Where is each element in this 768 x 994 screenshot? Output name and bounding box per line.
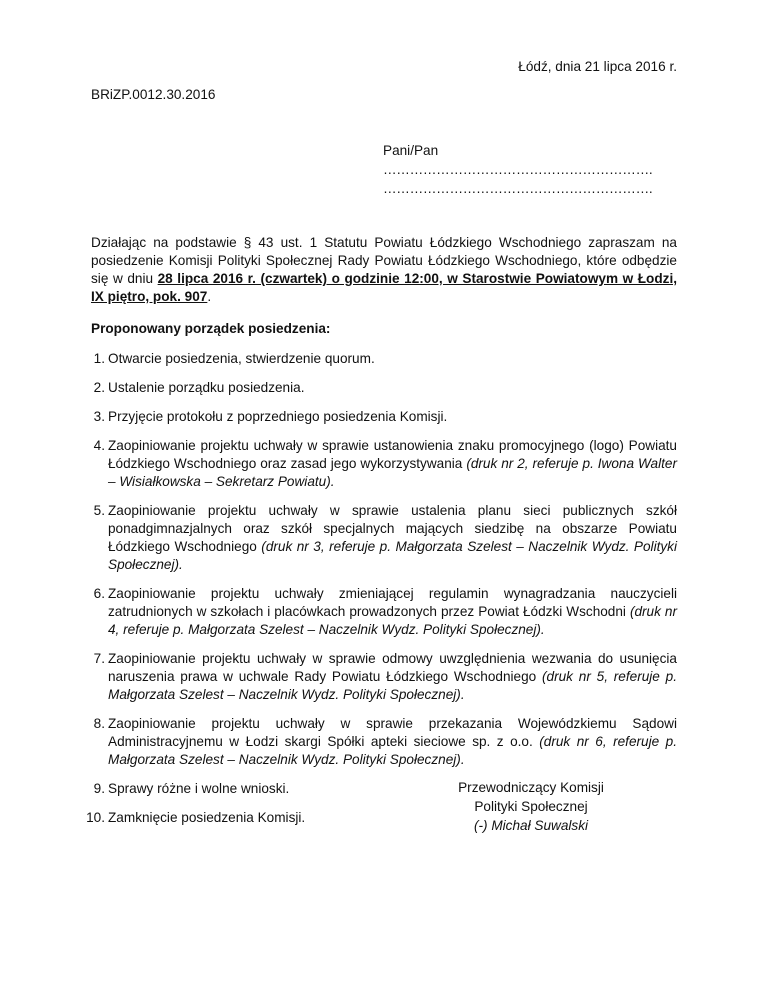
agenda-item-note: (druk nr 2, referuje p. Iwona Walter – Wisiałkowska – Sekretarz Powiatu). — [108, 456, 677, 489]
agenda-item — [91, 379, 677, 397]
agenda-item-text: Ustalenie porządku posiedzenia. — [108, 380, 305, 395]
agenda-item — [91, 408, 677, 426]
agenda-item-number: 4. — [93, 438, 105, 453]
agenda-item-note: (druk nr 3, referuje p. Małgorzata Szelest – Naczelnik Wydz. Polityki Społecznej). — [108, 539, 677, 572]
agenda-item-text: Zaopiniowanie projektu uchwały w sprawie ustanowienia znaku promocyjnego (logo) Powiatu Łódzkiego Wschodniego oraz zasad jego wykorzystywania — [108, 438, 677, 471]
agenda-item-number: 1. — [93, 351, 105, 366]
agenda-item — [91, 502, 677, 574]
meeting-details: 28 lipca 2016 r. (czwartek) o godzinie 12:00, w Starostwie Powiatowym w Łodzi, IX piętro, pok. 907 — [91, 271, 678, 304]
agenda-item-number: 3. — [93, 409, 105, 424]
place-date: Łódź, dnia 21 lipca 2016 r. — [518, 59, 677, 74]
addressee-block — [383, 141, 652, 198]
agenda-item-number: 9. — [93, 781, 105, 796]
agenda-item-text: Zaopiniowanie projektu uchwały w sprawie przekazania Wojewódzkiemu Sądowi Administracyjnemu w Łodzi skargi Spółki apteki sieciowe sp. z o.o. — [108, 716, 677, 749]
agenda-item — [91, 650, 677, 704]
agenda-item-text: Zamknięcie posiedzenia Komisji. — [108, 810, 306, 825]
intro-end: . — [207, 289, 212, 304]
agenda-item-number: 10. — [86, 810, 105, 825]
addressee-salutation: Pani/Pan — [383, 143, 439, 158]
agenda-item-note: (druk nr 6, referuje p. Małgorzata Szelest – Naczelnik Wydz. Polityki Społecznej). — [108, 734, 677, 767]
agenda-item-text: Zaopiniowanie projektu uchwały zmieniającej regulamin wynagradzania nauczycieli zatrudnionych w szkołach i placówkach prowadzonych przez Powiat Łódzki Wschodni — [108, 586, 677, 619]
agenda-item — [91, 437, 677, 491]
agenda-item-number: 5. — [93, 503, 105, 518]
agenda-item-number: 7. — [93, 651, 105, 666]
intro-paragraph — [91, 234, 677, 306]
signature-title-line-2: Polityki Społecznej — [474, 799, 588, 814]
addressee-line-2: ……………………………………………………. — [383, 181, 653, 196]
signature-name: (-) Michał Suwalski — [473, 818, 589, 833]
agenda-item-text: Sprawy różne i wolne wnioski. — [108, 781, 290, 796]
agenda-item-note: (druk nr 5, referuje p. Małgorzata Szelest – Naczelnik Wydz. Polityki Społecznej). — [108, 669, 677, 702]
agenda-item-text: Zaopiniowanie projektu uchwały w sprawie odmowy uwzględnienia wezwania do usunięcia naruszenia prawa w uchwale Rady Powiatu Łódzkiego Wschodniego — [108, 651, 677, 684]
agenda-item-note: (druk nr 4, referuje p. Małgorzata Szelest – Naczelnik Wydz. Polityki Społecznej). — [108, 604, 677, 637]
agenda-item — [91, 585, 677, 639]
agenda-item — [91, 350, 677, 368]
agenda-list — [86, 350, 677, 838]
agenda-item-number: 6. — [93, 586, 105, 601]
agenda-heading: Proponowany porządek posiedzenia: — [91, 321, 331, 336]
addressee-line-1: ……………………………………………………. — [383, 162, 653, 177]
agenda-item-text: Przyjęcie protokołu z poprzedniego posiedzenia Komisji. — [108, 409, 448, 424]
agenda-item-number: 2. — [93, 380, 105, 395]
agenda-item-text: Otwarcie posiedzenia, stwierdzenie quorum. — [108, 351, 375, 366]
signature-block — [443, 778, 619, 835]
signature-title-line-1: Przewodniczący Komisji — [458, 780, 604, 795]
intro-text: Działając na podstawie § 43 ust. 1 Statutu Powiatu Łódzkiego Wschodniego zapraszam na posiedzenie Komisji Polityki Społecznej Rady Powiatu Łódzkiego Wschodniego, które odbędzie się w dniu — [91, 235, 677, 286]
reference-number: BRiZP.0012.30.2016 — [91, 87, 216, 102]
agenda-item-number: 8. — [93, 716, 105, 731]
agenda-item-text: Zaopiniowanie projektu uchwały w sprawie ustalenia planu sieci publicznych szkół ponadgimnazjalnych oraz szkół specjalnych mających siedzibę na obszarze Powiatu Łódzkiego Wschodniego — [108, 503, 677, 554]
agenda-item — [91, 715, 677, 769]
